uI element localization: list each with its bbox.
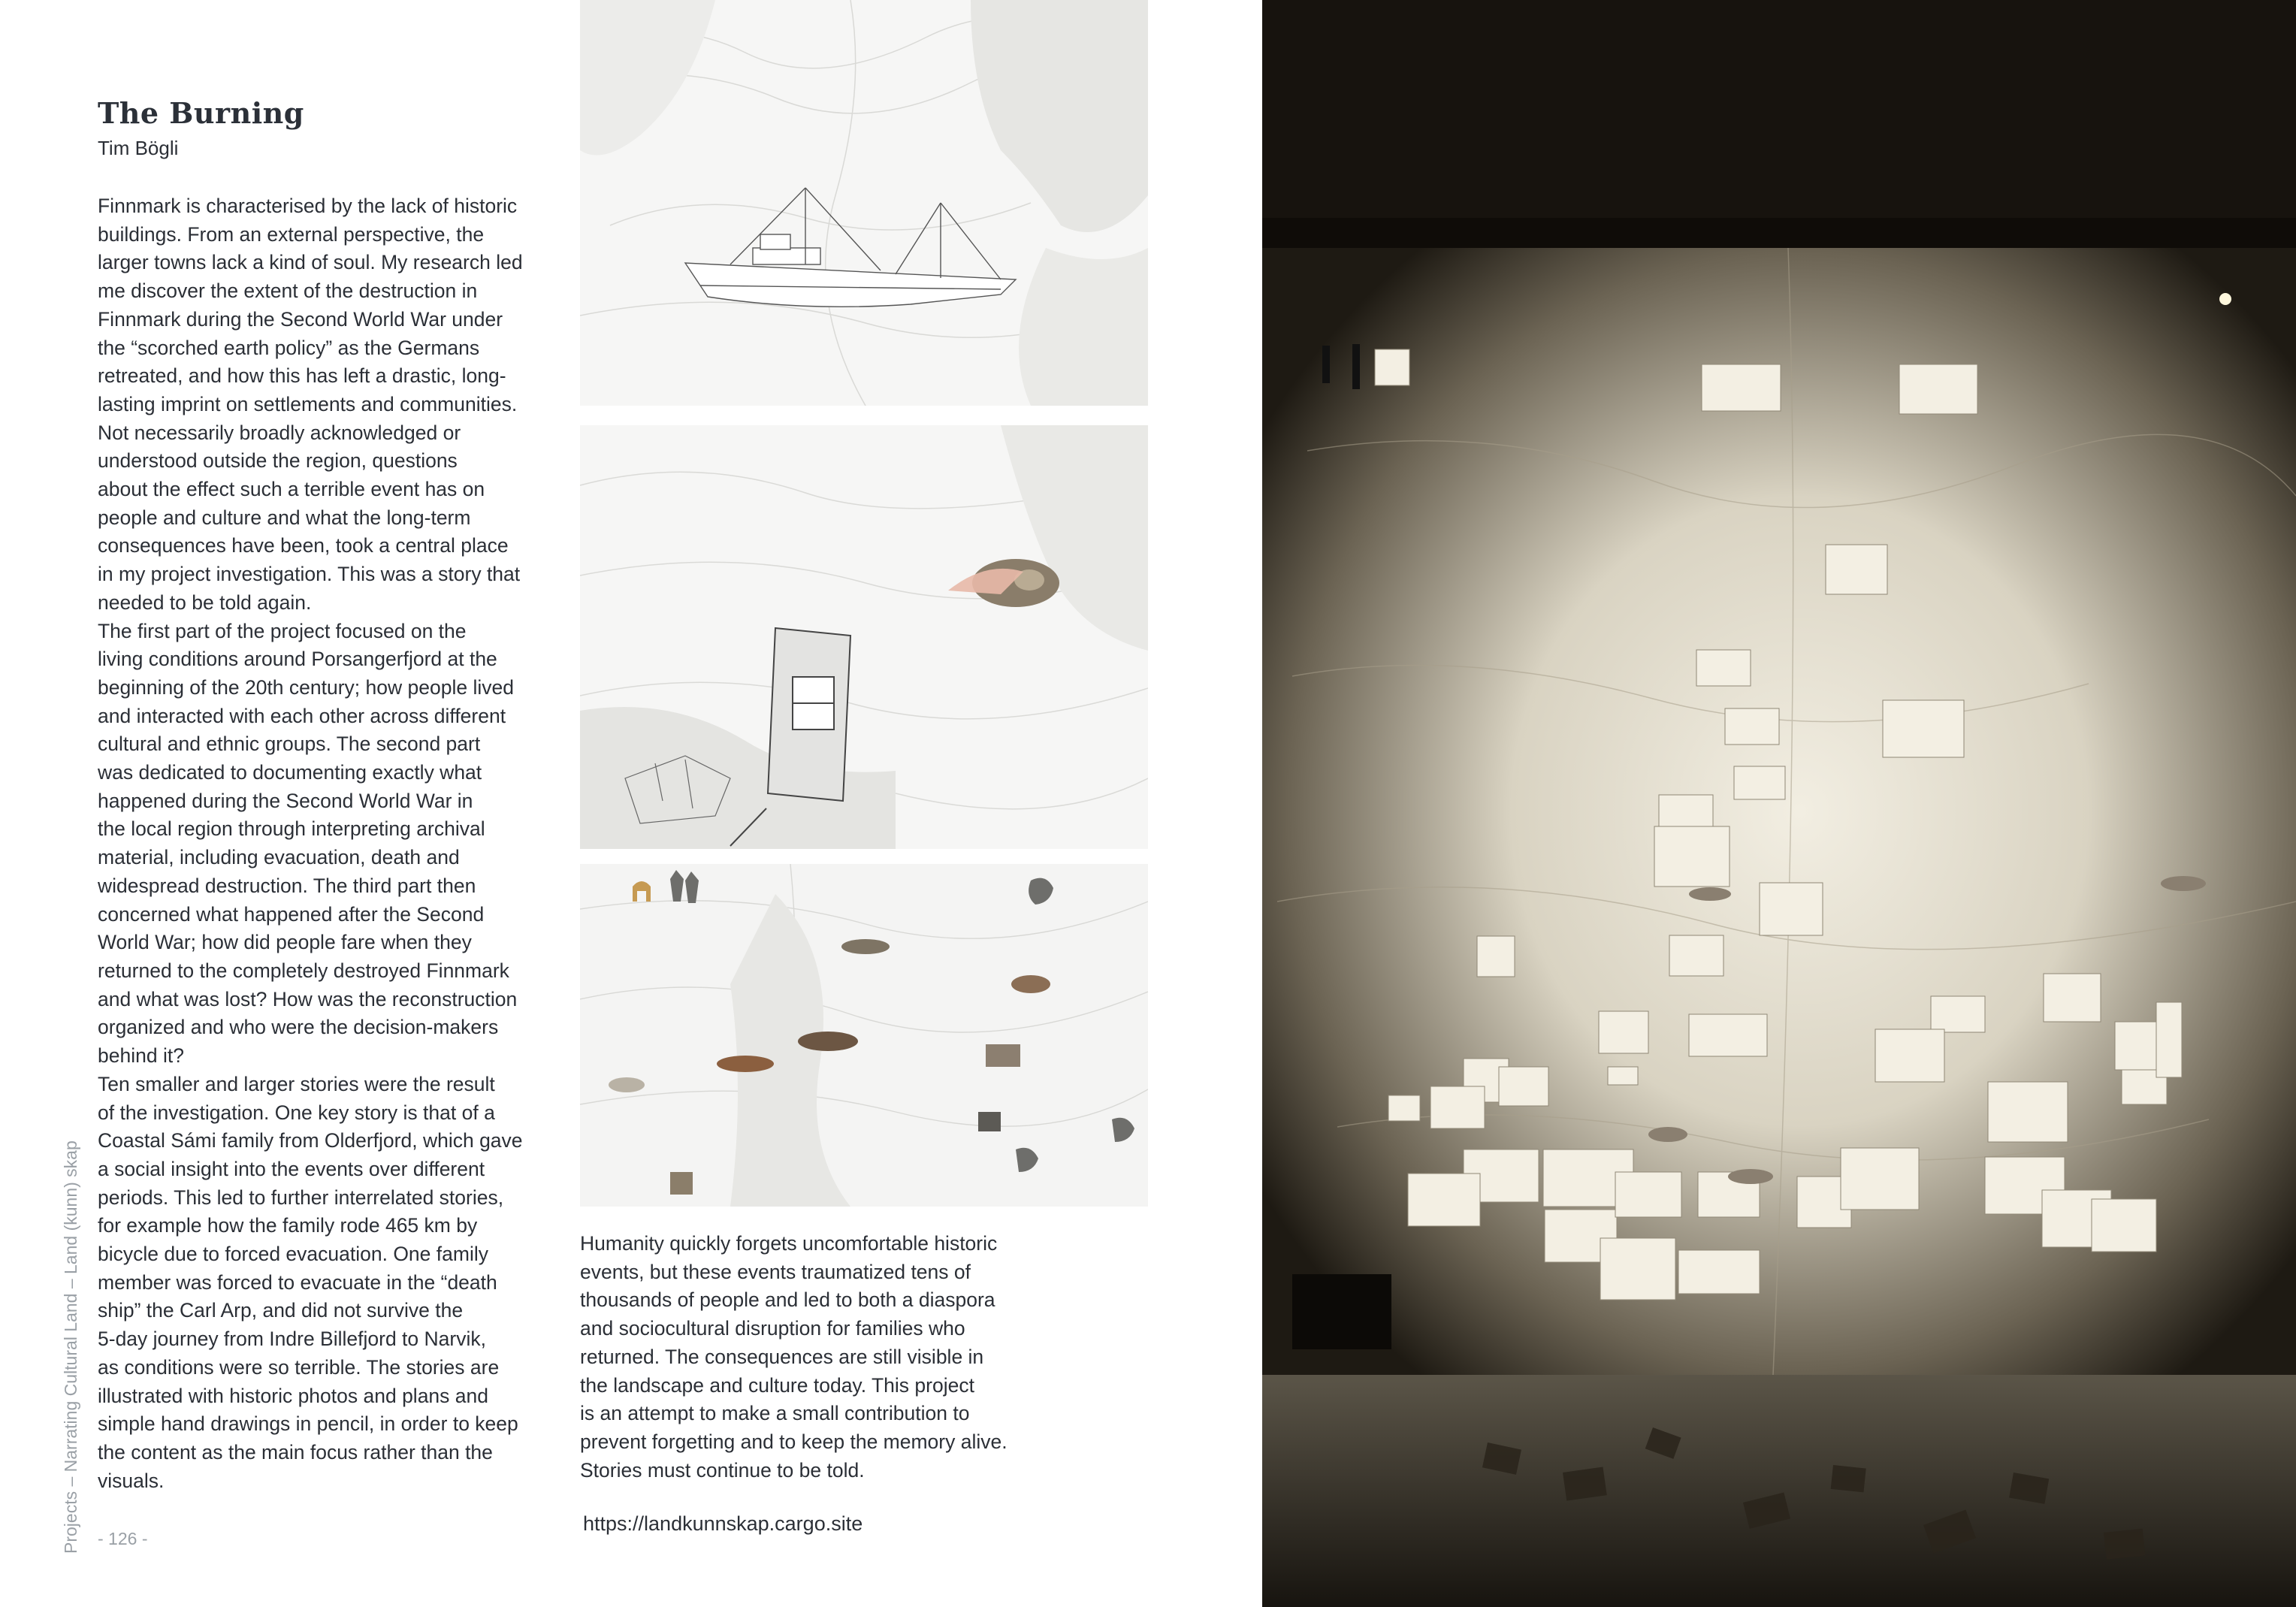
exhibition-photo [1262,0,2296,1607]
running-head: Projects – Narrating Cultural Land – Land (kunn) skap [61,1140,80,1554]
article-body: Finnmark is characterised by the lack of historic buildings. From an external perspective, the larger towns lack a kind of soul. My research led me discover the extent of the destruction in Finnmark during the Second World War under the “scorched earth policy” as the Germans retreated, and how this has left a drastic, long- lasting imprint on settlements and communities. Not necessarily broadly acknowledged or understood outside the region, questions about the effect such a terrible event has on people and culture and what the long-term consequences have been, took a central place in my project investigation. This was a story that needed to be told again. The first part of the project focused on the living conditions around Porsangerfjord at the beginning of the 20th century; how people lived and interacted with each other across different cultural and ethnic groups. The second part was dedicated to documenting exactly what happened during the Second World War in the local region through interpreting archival material, including evacuation, death and widespread destruction. The third part then concerned what happened after the Second World War; how did people fare when they returned to the completely destroyed Finnmark and what was lost? How was the reconstruction organized and who were the decision-makers behind it? Ten smaller and larger stories were the result of the investigation. One key story is that of a Coastal Sámi family from Olderfjord, which gave a social insight into the events over different periods. This led to further interrelated stories, for example how the family rode 465 km by bicycle due to forced evacuation. One family member was forced to evacuate in the “death ship” the Carl Arp, and did not survive the 5-day journey from Indre Billefjord to Narvik, as conditions were so terrible. The stories are illustrated with historic photos and plans and simple hand drawings in pencil, in order to keep the content as the main focus rather than the visuals. [98,195,523,1492]
project-link[interactable]: https://landkunnskap.cargo.site [583,1512,863,1535]
drawing-collage-fish-people [580,864,1148,1207]
drawing-ship-on-map [580,0,1148,406]
article-author: Tim Bögli [98,137,179,159]
article-title: The Burning [98,96,304,130]
project-caption: Humanity quickly forgets uncomfortable historic events, but these events traumatized tens of thousands of people and led to both a diaspora and sociocultural disruption for families who returned. The consequences are still visible in the landscape and culture today. This project is an attempt to make a small contribution to prevent forgetting and to keep the memory alive. Stories must continue to be told. [580,1232,1008,1482]
page-number: - 126 - [98,1529,148,1548]
drawing-house-and-fish [580,425,1148,849]
